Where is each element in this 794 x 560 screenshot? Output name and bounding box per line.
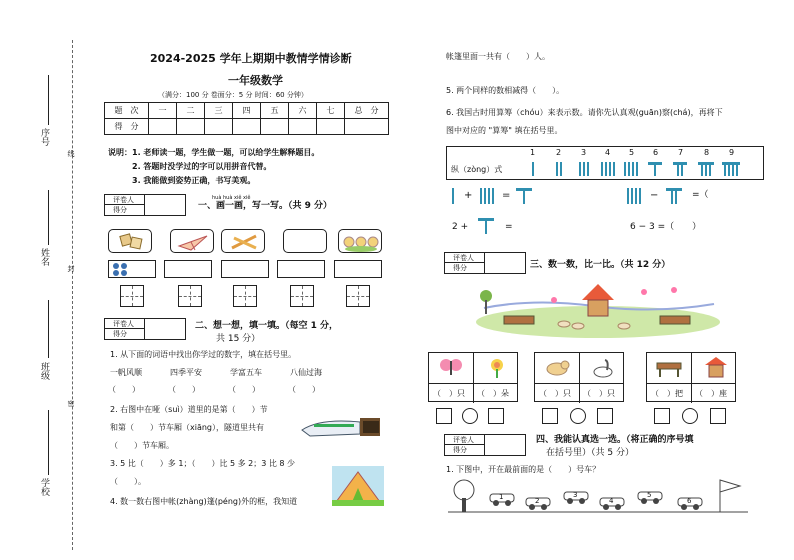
- compare-panel-2: [534, 352, 624, 402]
- score-col-total: 总 分: [345, 103, 389, 119]
- page-title: 2024-2025 学年上期期中教情学情诊断: [150, 52, 352, 65]
- section1-pinyin: huà huà xiě xiě: [212, 195, 251, 201]
- answer-paren[interactable]: （ ）: [228, 385, 260, 394]
- eval-grader: 评卷人: [105, 319, 145, 329]
- side-name-label: 姓名: [39, 248, 49, 266]
- score-cell[interactable]: [345, 119, 389, 135]
- rod-2: [560, 162, 562, 176]
- count-box-5[interactable]: [334, 260, 382, 278]
- rod-5: [632, 162, 634, 176]
- eq-rod: [627, 188, 629, 204]
- rod-8: [701, 162, 703, 176]
- picture-box-plane: [170, 229, 214, 253]
- bench-icon: [655, 357, 683, 383]
- digit-9: 9: [729, 148, 735, 157]
- compare-panel-3: [646, 352, 736, 402]
- answer-paren[interactable]: （ ）: [288, 385, 320, 394]
- writing-grid[interactable]: [233, 285, 257, 307]
- score-table: [104, 102, 389, 135]
- rod-3: [583, 162, 585, 176]
- race-car[interactable]: [636, 488, 664, 504]
- score-col-label: 题 次: [105, 103, 149, 119]
- writing-grid[interactable]: [290, 285, 314, 307]
- score-table-header-row: [105, 103, 389, 119]
- answer-paren[interactable]: （ ）: [108, 385, 140, 394]
- side-mark-secret: 密: [67, 400, 75, 407]
- eval-score: 得分: [105, 329, 145, 339]
- eq-equals-paren[interactable]: =（: [692, 190, 709, 200]
- compare-square-6[interactable]: [710, 408, 726, 424]
- count-flower[interactable]: （ ）朵: [477, 389, 509, 398]
- eq-rod: [492, 188, 494, 204]
- count-box-3[interactable]: [221, 260, 269, 278]
- score-col: 二: [177, 103, 205, 119]
- rod-9: [724, 162, 726, 176]
- eq-rod: [639, 188, 641, 204]
- eq-rod: [488, 188, 490, 204]
- digit-3: 3: [581, 148, 587, 157]
- idiom-3: 学富五车: [230, 368, 262, 377]
- race-car[interactable]: [676, 494, 704, 510]
- eq-six-minus-three[interactable]: 6 − 3 =（ ）: [630, 222, 702, 232]
- section1-title: 一、画一画，写一写。（共 9 分）: [198, 201, 333, 211]
- writing-grid[interactable]: [178, 285, 202, 307]
- name-underline[interactable]: [48, 190, 49, 245]
- eval-box-2: [104, 318, 186, 340]
- train-tunnel-image: [300, 414, 382, 440]
- eval-grader: 评卷人: [105, 195, 145, 205]
- race-car[interactable]: [488, 490, 516, 506]
- picture-box-rice: [108, 229, 152, 253]
- eq-two-plus: 2 +: [452, 222, 469, 232]
- race-car[interactable]: [598, 494, 626, 510]
- eq-rod: [480, 188, 482, 204]
- side-school-label: 学校: [39, 478, 49, 496]
- q4-continued: 帐篷里面一共有（ ）人。: [446, 52, 550, 61]
- compare-divider: [579, 353, 580, 403]
- score-cell[interactable]: [149, 119, 177, 135]
- school-underline[interactable]: [48, 410, 49, 475]
- q5: 5. 两个同样的数相减得（ ）。: [446, 86, 565, 95]
- picture-box-pencils: [221, 229, 265, 253]
- side-seat-label: 序号: [39, 128, 49, 146]
- picture-box-empty[interactable]: [283, 229, 327, 253]
- score-cell[interactable]: [261, 119, 289, 135]
- score-col: 七: [317, 103, 345, 119]
- car-number: 2: [535, 497, 540, 505]
- count-box-2[interactable]: [164, 260, 212, 278]
- side-mark-seal: 封: [67, 265, 75, 272]
- instruction-3: 3. 我能做到姿势正确，书写美观。: [132, 176, 256, 185]
- score-cell[interactable]: [289, 119, 317, 135]
- eval-score: 得分: [445, 445, 485, 455]
- rod-4: [601, 162, 603, 176]
- count-pavilion[interactable]: （ ）座: [695, 389, 727, 398]
- eval-grader: 评卷人: [445, 253, 485, 263]
- s2-question-2a: 2. 右图中在哑（suì）道里的是第（ ）节: [110, 405, 268, 414]
- compare-square-5[interactable]: [654, 408, 670, 424]
- eq-rod: [675, 188, 677, 204]
- rod-1: [532, 162, 534, 176]
- compare-square-1[interactable]: [436, 408, 452, 424]
- tent-image: [332, 466, 384, 506]
- count-box-4[interactable]: [277, 260, 325, 278]
- instruction-2: 2. 答题时没学过的字可以用拼音代替。: [132, 162, 272, 171]
- digit-5: 5: [629, 148, 635, 157]
- score-col: 五: [261, 103, 289, 119]
- idiom-2: 四季平安: [170, 368, 202, 377]
- score-col: 六: [289, 103, 317, 119]
- rod-8: [709, 162, 711, 176]
- q6a: 6. 我国古时用算筹（chóu）来表示数。请你先认真观(guān)察(chá)，再将下: [446, 108, 723, 117]
- subject-title: 一年级数学: [228, 74, 283, 87]
- section4-title-cont: 在括号里）（共 5 分）: [546, 448, 634, 458]
- eval-box-4: [444, 434, 526, 456]
- rod-9: [736, 162, 738, 176]
- rod-4: [609, 162, 611, 176]
- rod-4: [605, 162, 607, 176]
- s2-question-3b: （ ）。: [110, 477, 146, 486]
- pavilion-icon: [703, 355, 729, 383]
- s2-question-3: 3. 5 比（ ）多 1；（ ）比 5 多 2；3 比 8 少: [110, 459, 296, 468]
- exam-meta: （满分：100 分 卷面分：5 分 时间：60 分钟）: [158, 91, 308, 99]
- compare-square-2[interactable]: [488, 408, 504, 424]
- compare-circle-3[interactable]: [682, 408, 698, 424]
- score-col: 三: [205, 103, 233, 119]
- s2-question-2c: （ ）节车厢。: [110, 441, 174, 450]
- race-car[interactable]: [562, 488, 590, 504]
- count-dog[interactable]: （ ）只: [539, 389, 571, 398]
- s2-question-2b: 和第（ ）节车厢（xiāng），隧道里共有: [110, 423, 265, 432]
- seat-underline[interactable]: [48, 75, 49, 125]
- compare-square-4[interactable]: [597, 408, 613, 424]
- car-number: 4: [609, 497, 614, 505]
- digit-1: 1: [530, 148, 536, 157]
- rod-7-bar: [673, 162, 687, 165]
- flower-icon: [485, 357, 509, 383]
- score-row-label: 得 分: [105, 119, 149, 135]
- rod-4: [613, 162, 615, 176]
- eq-rod: [523, 188, 525, 204]
- car-number: 3: [573, 491, 578, 499]
- answer-paren[interactable]: （ ）: [168, 385, 200, 394]
- car-number: 1: [499, 493, 504, 501]
- rod-8: [705, 162, 707, 176]
- compare-divider: [535, 383, 623, 384]
- digit-8: 8: [704, 148, 710, 157]
- section2-title-cont: 共 15 分）: [216, 334, 261, 344]
- eval-box-3: [444, 252, 526, 274]
- writing-grid[interactable]: [346, 285, 370, 307]
- rod-7: [677, 162, 679, 176]
- idiom-4: 八仙过海: [290, 368, 322, 377]
- digit-2: 2: [556, 148, 562, 157]
- score-cell[interactable]: [233, 119, 261, 135]
- rod-3: [579, 162, 581, 176]
- rod-3: [587, 162, 589, 176]
- s2-question-4: 4. 数一数右图中帐(zhàng)篷(péng)外的框，我知道: [110, 497, 298, 506]
- compare-circle-2[interactable]: [570, 408, 586, 424]
- binding-line-left: [72, 40, 73, 550]
- instruction-1: 说明：1. 老师读一题，学生做一题，可以给学生解释题目。: [108, 148, 320, 157]
- side-class-label: 班级: [39, 362, 49, 380]
- eval-box-1: [104, 194, 186, 216]
- digit-4: 4: [605, 148, 611, 157]
- eq-rod: [635, 188, 637, 204]
- goose-icon: [591, 357, 615, 383]
- score-col: 一: [149, 103, 177, 119]
- score-cell[interactable]: [177, 119, 205, 135]
- count-butterfly[interactable]: （ ）只: [433, 389, 465, 398]
- eval-grader: 评卷人: [445, 435, 485, 445]
- dog-icon: [543, 357, 571, 383]
- digit-7: 7: [678, 148, 684, 157]
- side-mark-line: 线: [67, 150, 75, 157]
- car-number: 5: [647, 491, 652, 499]
- rod-9: [732, 162, 734, 176]
- compare-divider: [691, 353, 692, 403]
- s2-question-1: 1. 从下面的词语中找出你学过的数字，填在括号里。: [110, 350, 297, 359]
- rod-6: [654, 162, 656, 176]
- section3-title: 三、数一数，比一比。（共 12 分）: [530, 260, 671, 270]
- section2-title: 二、想一想，填一填。（每空 1 分，: [195, 321, 339, 331]
- count-bench[interactable]: （ ）把: [651, 389, 683, 398]
- butterfly-icon: [439, 357, 463, 383]
- eq-equals-2: =: [505, 222, 513, 232]
- compare-divider: [473, 353, 474, 403]
- eq-bar: [666, 188, 682, 191]
- eq-rod: [671, 188, 673, 204]
- eval-score: 得分: [105, 205, 145, 215]
- compare-panel-1: [428, 352, 518, 402]
- park-scene-image: [474, 278, 722, 340]
- writing-grid[interactable]: [120, 285, 144, 307]
- eq-minus: −: [650, 190, 659, 201]
- compare-divider: [647, 383, 735, 384]
- count-goose[interactable]: （ ）只: [583, 389, 615, 398]
- car-number: 6: [687, 497, 692, 505]
- compare-divider: [429, 383, 517, 384]
- idiom-1: 一帆风顺: [110, 368, 142, 377]
- rod-label: 纵（zòng）式: [451, 165, 503, 174]
- rod-9: [728, 162, 730, 176]
- compare-circle-1[interactable]: [462, 408, 478, 424]
- rod-5: [628, 162, 630, 176]
- race-car[interactable]: [524, 494, 552, 510]
- score-col: 四: [233, 103, 261, 119]
- class-underline[interactable]: [48, 300, 49, 358]
- compare-square-3[interactable]: [542, 408, 558, 424]
- score-table-score-row: [105, 119, 389, 135]
- picture-box-flowers: [338, 229, 382, 253]
- section4-title: 四、我能认真选一选。（将正确的序号填: [536, 435, 694, 445]
- eq-plus: +: [464, 190, 473, 201]
- eq-rod: [485, 218, 487, 234]
- eval-score: 得分: [445, 263, 485, 273]
- digit-6: 6: [653, 148, 659, 157]
- eq-rod: [484, 188, 486, 204]
- rod-2: [556, 162, 558, 176]
- eq-equals: =: [502, 190, 511, 201]
- eq-rod: [452, 188, 454, 204]
- rod-7: [681, 162, 683, 176]
- score-cell[interactable]: [205, 119, 233, 135]
- rod-5: [636, 162, 638, 176]
- eq-rod: [631, 188, 633, 204]
- q6b: 图中对应的 "算筹" 填在括号里。: [446, 126, 563, 135]
- s4-question-1: 1. 下图中，开在最前面的是（ ）号车？: [446, 465, 601, 474]
- count-box-dots: [108, 260, 156, 278]
- score-cell[interactable]: [317, 119, 345, 135]
- rod-5: [624, 162, 626, 176]
